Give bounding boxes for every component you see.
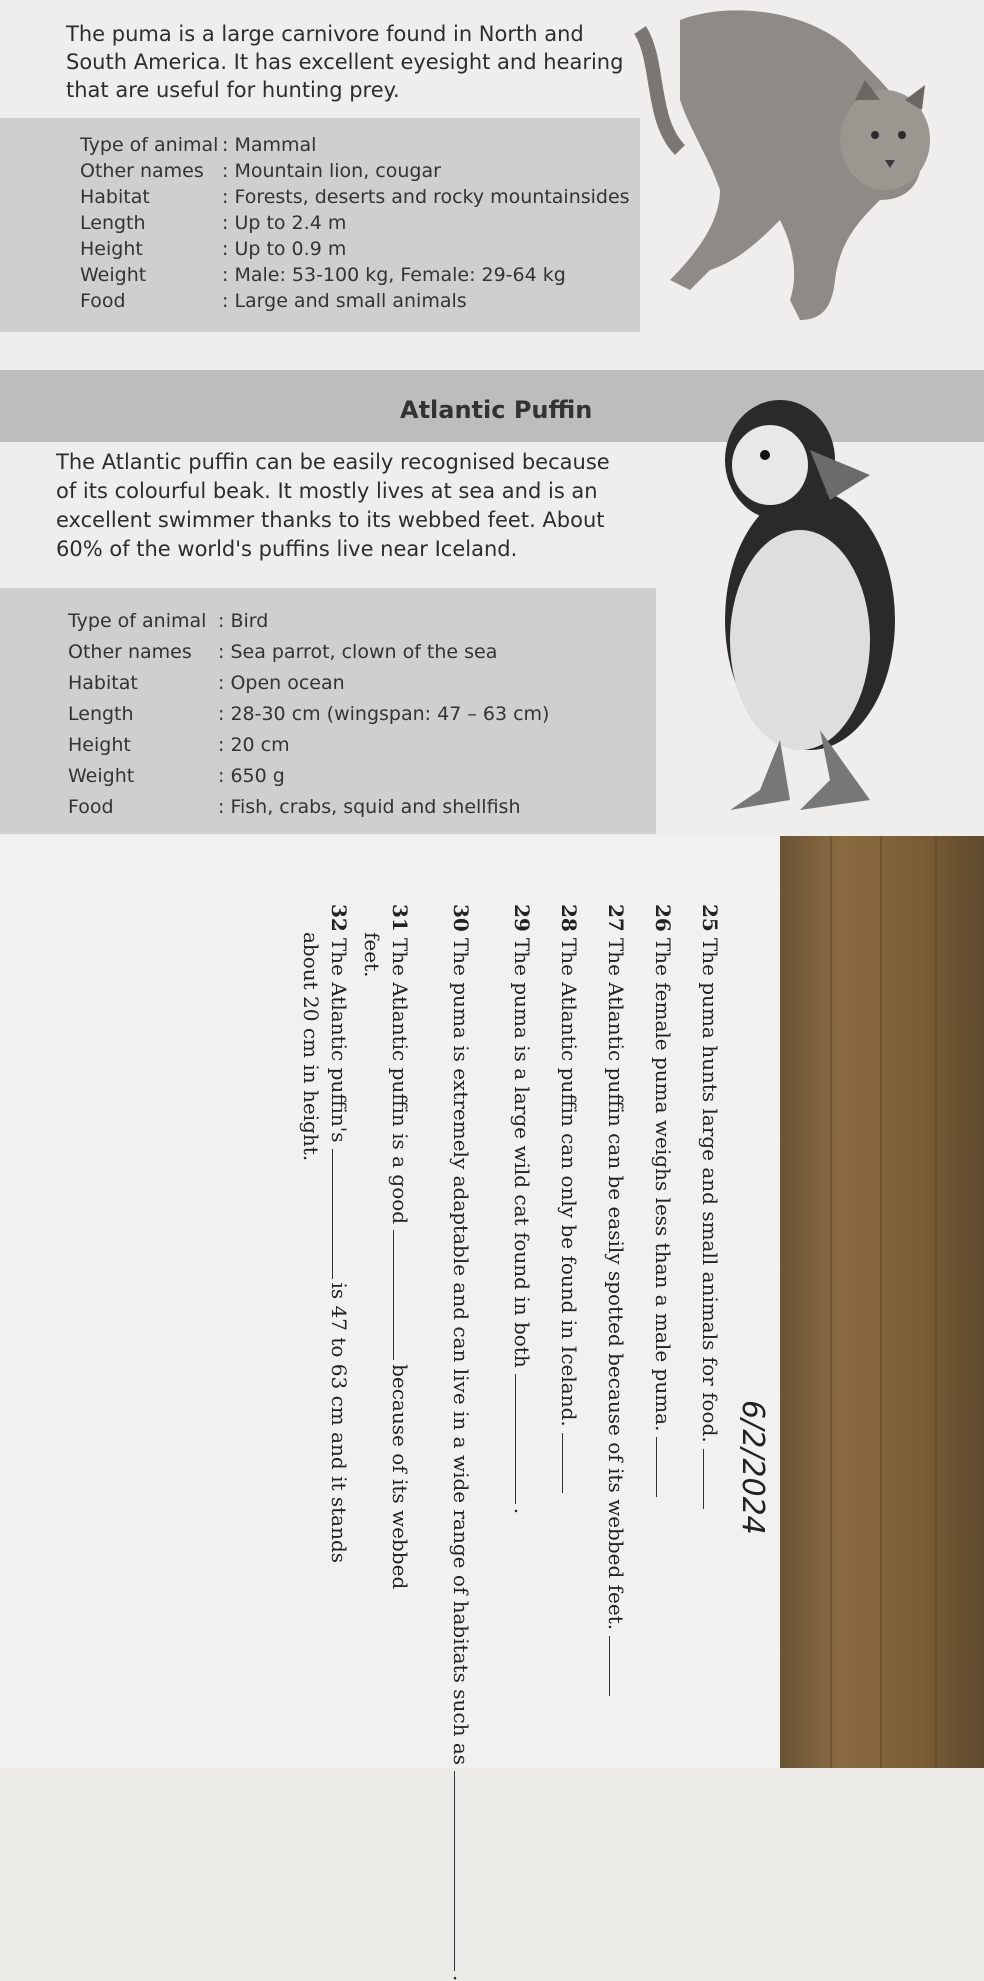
- question-text-after: is 47 to 63 cm and it stands: [327, 1282, 351, 1564]
- question-number: 25: [698, 904, 722, 932]
- fact-row: [80, 186, 680, 210]
- puma-illustration: [640, 0, 940, 330]
- question-number: 29: [510, 904, 534, 932]
- fact-value: : 28-30 cm (wingspan: 47 – 63 cm): [218, 703, 550, 725]
- question-number: 32: [327, 904, 351, 932]
- answer-blank[interactable]: [656, 1437, 675, 1497]
- fact-row: [80, 212, 680, 236]
- question-text: The Atlantic puffin can only be found in Iceland.: [557, 937, 581, 1427]
- puffin-intro: The Atlantic puffin can be easily recognised because of its colourful beak. It mostly lives at sea and is an excellent swimmer thanks to its webbed feet. About 60% of the world's puffins live near Iceland.: [56, 450, 610, 561]
- fact-label: Weight: [68, 765, 135, 787]
- question-text: The Atlantic puffin's: [327, 937, 351, 1143]
- answer-blank[interactable]: [515, 1374, 534, 1504]
- fact-row: [68, 734, 668, 758]
- fact-label: Food: [80, 290, 126, 312]
- question-text: The female puma weighs less than a male puma.: [651, 937, 675, 1432]
- question-text: The Atlantic puffin is a good: [388, 937, 412, 1225]
- answer-blank[interactable]: [562, 1433, 581, 1493]
- question-text-after: because of its webbed: [388, 1364, 412, 1590]
- question-text: The puma hunts large and small animals for food.: [698, 937, 722, 1443]
- question-item: [604, 904, 628, 1696]
- question-item: [651, 904, 675, 1497]
- fact-value: : Bird: [218, 610, 269, 632]
- question-text-after: .: [510, 1507, 534, 1515]
- question-item: [360, 904, 412, 1589]
- fact-label: Food: [68, 796, 114, 818]
- question-item: [510, 904, 534, 1514]
- fact-label: Length: [68, 703, 134, 725]
- fact-value: : Up to 0.9 m: [222, 238, 347, 260]
- question-text-line2: about 20 cm in height.: [299, 932, 323, 1162]
- fact-row: [80, 134, 680, 158]
- fact-value: : Up to 2.4 m: [222, 212, 347, 234]
- fact-label: Habitat: [68, 672, 138, 694]
- fact-row: [68, 703, 668, 727]
- fact-row: [80, 290, 680, 314]
- fact-value: : Mountain lion, cougar: [222, 160, 441, 182]
- fact-value: : 650 g: [218, 765, 285, 787]
- question-item: [299, 904, 351, 1563]
- answer-blank[interactable]: [609, 1636, 628, 1696]
- fact-label: Type of animal: [68, 610, 207, 632]
- puffin-illustration: [720, 390, 940, 830]
- fact-label: Other names: [80, 160, 204, 182]
- fact-label: Length: [80, 212, 146, 234]
- fact-row: [68, 641, 668, 665]
- question-number: 27: [604, 904, 628, 932]
- handwritten-date: 6/2/2024: [735, 1400, 770, 1535]
- answer-blank[interactable]: [703, 1449, 722, 1509]
- answer-blank[interactable]: [332, 1149, 351, 1279]
- fact-row: [68, 796, 668, 820]
- fact-value: : Mammal: [222, 134, 317, 156]
- fact-value: : 20 cm: [218, 734, 290, 756]
- question-number: 28: [557, 904, 581, 932]
- question-number: 31: [388, 904, 412, 932]
- answer-blank[interactable]: [393, 1230, 412, 1360]
- answer-blank[interactable]: [454, 1771, 473, 1971]
- fact-value: : Large and small animals: [222, 290, 467, 312]
- fact-row: [68, 610, 668, 634]
- question-text: The Atlantic puffin can be easily spotted because of its webbed feet.: [604, 937, 628, 1631]
- question-text: The puma is a large wild cat found in both: [510, 937, 534, 1368]
- question-number: 30: [449, 904, 473, 932]
- fact-value: : Male: 53-100 kg, Female: 29-64 kg: [222, 264, 566, 286]
- question-item: [698, 904, 722, 1509]
- question-text-line2: feet.: [360, 932, 384, 978]
- question-item: [557, 904, 581, 1493]
- fact-label: Height: [80, 238, 143, 260]
- fact-value: : Open ocean: [218, 672, 345, 694]
- fact-label: Type of animal: [80, 134, 219, 156]
- section-title: Atlantic Puffin: [400, 396, 593, 424]
- fact-row: [80, 238, 680, 262]
- fact-label: Height: [68, 734, 131, 756]
- fact-row: [68, 765, 668, 789]
- question-text: The puma is extremely adaptable and can live in a wide range of habitats such as: [449, 937, 473, 1766]
- puma-intro: The puma is a large carnivore found in North and South America. It has excellent eyesight and hearing that are useful for hunting prey.: [66, 22, 624, 102]
- fact-label: Other names: [68, 641, 192, 663]
- wooden-surface: [780, 836, 984, 1768]
- fact-row: [68, 672, 668, 696]
- question-number: 26: [651, 904, 675, 932]
- fact-row: [80, 160, 680, 184]
- fact-value: : Sea parrot, clown of the sea: [218, 641, 498, 663]
- fact-label: Weight: [80, 264, 147, 286]
- fact-value: : Fish, crabs, squid and shellfish: [218, 796, 521, 818]
- question-item: [449, 904, 473, 1981]
- fact-row: [80, 264, 680, 288]
- fact-label: Habitat: [80, 186, 150, 208]
- question-text-after: .: [449, 1975, 473, 1981]
- fact-value: : Forests, deserts and rocky mountainsides: [222, 186, 630, 208]
